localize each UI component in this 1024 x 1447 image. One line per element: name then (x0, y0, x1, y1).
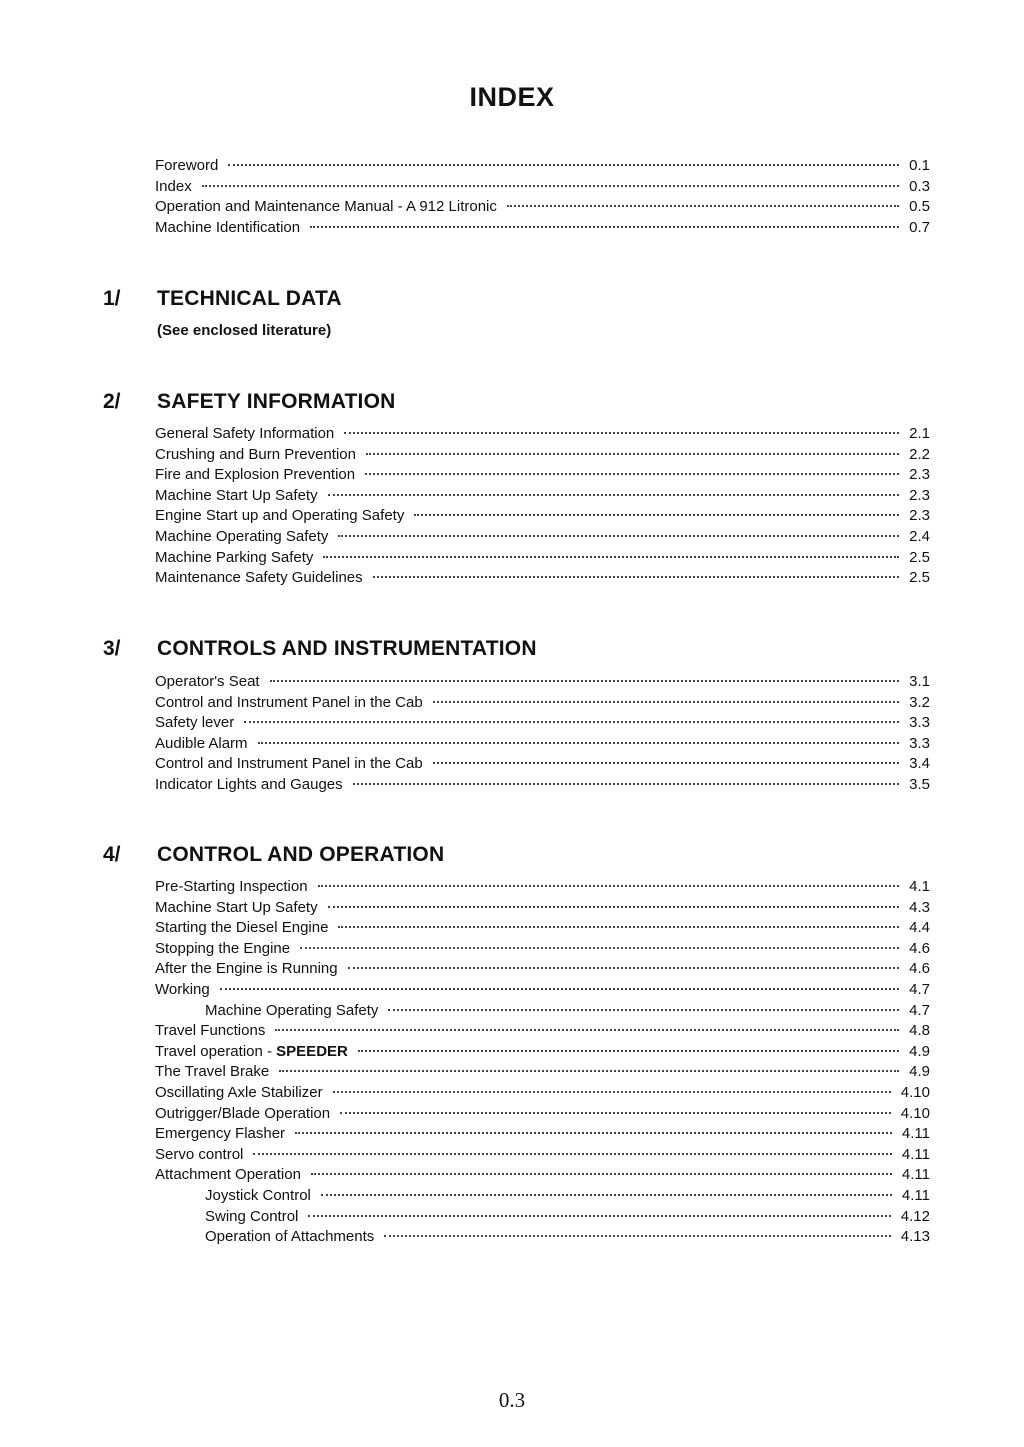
entry-label: Machine Operating Safety (155, 527, 329, 545)
toc-entry (155, 157, 930, 178)
entry-label: The Travel Brake (155, 1063, 270, 1081)
entry-label: Control and Instrument Panel in the Cab (155, 755, 423, 773)
leader-dots (310, 226, 899, 228)
entry-page: 4.11 (901, 1145, 930, 1163)
entry-label: Operator's Seat (155, 673, 260, 690)
entry-page: 4.8 (909, 1022, 930, 1040)
toc-entry (155, 487, 930, 508)
entry-page: 4.6 (909, 939, 930, 957)
toc-subentry (155, 1228, 930, 1249)
section-title: TECHNICAL DATA (157, 287, 342, 310)
entry-page: 4.10 (900, 1083, 930, 1101)
toc-entry (155, 219, 930, 240)
entry-page: 0.1 (909, 157, 930, 174)
toc-entry (155, 466, 930, 487)
entry-page: 4.11 (901, 1125, 930, 1143)
entry-label: Indicator Lights and Gauges (155, 775, 343, 793)
entry-label: General Safety Information (155, 425, 335, 442)
entry-label: Foreword (155, 157, 219, 174)
page-number: 0.3 (498, 1388, 526, 1412)
leader-dots (366, 453, 899, 455)
leader-dots (333, 1091, 891, 1093)
entry-label: Servo control (155, 1145, 244, 1163)
toc-entry (155, 198, 930, 219)
entry-page: 4.1 (909, 878, 930, 895)
leader-dots (344, 432, 899, 434)
entry-page: 2.5 (909, 569, 930, 587)
entry-page: 2.5 (909, 548, 930, 566)
entry-page: 4.9 (909, 1042, 930, 1060)
toc-entry (155, 919, 930, 940)
entry-label: Emergency Flasher (155, 1125, 286, 1143)
leader-dots (202, 185, 899, 187)
entry-label: Pre-Starting Inspection (155, 878, 308, 895)
entry-label: Attachment Operation (155, 1166, 301, 1184)
entry-page: 0.7 (909, 218, 930, 236)
toc-entry (155, 776, 930, 797)
leader-dots (228, 164, 899, 166)
entry-page: 4.3 (909, 898, 930, 916)
toc-entry (155, 735, 930, 756)
leader-dots (365, 473, 899, 475)
entry-page: 3.1 (909, 673, 930, 690)
entry-page: 3.3 (909, 734, 930, 752)
leader-dots (270, 680, 900, 682)
toc-entry (155, 178, 930, 199)
entry-page: 4.9 (909, 1063, 930, 1081)
entry-page: 4.7 (909, 980, 930, 998)
toc-entry (155, 1084, 930, 1105)
toc-subentry (155, 1208, 930, 1229)
entry-page: 2.3 (909, 466, 930, 484)
entry-page: 4.11 (901, 1166, 930, 1184)
toc-entry (155, 1063, 930, 1084)
leader-dots (244, 721, 899, 723)
entry-label (155, 1043, 348, 1060)
section-title: CONTROL AND OPERATION (157, 843, 445, 866)
leader-dots (323, 556, 899, 558)
entry-page: 4.11 (901, 1186, 930, 1204)
leader-dots (308, 1215, 890, 1217)
leader-dots (300, 947, 899, 949)
entry-label: Starting the Diesel Engine (155, 919, 329, 937)
leader-dots (384, 1235, 891, 1237)
entry-page: 2.3 (909, 486, 930, 504)
entry-label: Stopping the Engine (155, 939, 291, 957)
entry-label: Joystick Control (205, 1186, 311, 1204)
entry-page: 0.5 (909, 198, 930, 216)
toc-entry (155, 714, 930, 735)
toc-entry (155, 569, 930, 590)
toc-entry (155, 981, 930, 1002)
entry-page: 4.13 (900, 1228, 930, 1246)
entry-label: Machine Start Up Safety (155, 486, 318, 504)
toc-entry (155, 1022, 930, 1043)
entry-page: 3.2 (909, 693, 930, 711)
toc-entry (155, 446, 930, 467)
entry-label: Oscillating Axle Stabilizer (155, 1083, 323, 1101)
leader-dots (338, 926, 899, 928)
leader-dots (340, 1112, 891, 1114)
toc-entry (155, 549, 930, 570)
entry-label: Machine Operating Safety (205, 1001, 379, 1019)
entry-page: 0.3 (909, 177, 930, 195)
entry-page: 4.10 (900, 1104, 930, 1122)
toc-subentry (155, 1187, 930, 1208)
toc-entry (155, 1125, 930, 1146)
entry-label: Safety lever (155, 714, 235, 732)
leader-dots (353, 783, 900, 785)
entry-page: 3.4 (909, 755, 930, 773)
entry-page: 4.7 (909, 1001, 930, 1019)
entry-label: Operation of Attachments (205, 1228, 375, 1246)
entry-page: 4.4 (909, 919, 930, 937)
toc-entry (155, 899, 930, 920)
entry-label: Machine Parking Safety (155, 548, 314, 566)
leader-dots (358, 1050, 899, 1052)
entry-page: 2.3 (909, 507, 930, 525)
entry-label: Audible Alarm (155, 734, 248, 752)
entry-label: Outrigger/Blade Operation (155, 1104, 331, 1122)
entry-label-text: Travel operation - (155, 1042, 277, 1060)
leader-dots (220, 988, 899, 990)
section-number: 4/ (103, 843, 121, 866)
toc-entry (155, 1105, 930, 1126)
toc-entry (155, 673, 930, 694)
entry-label: Index (155, 177, 192, 195)
leader-dots (507, 205, 899, 207)
entry-label: Engine Start up and Operating Safety (155, 507, 405, 525)
entry-label: Working (155, 980, 210, 998)
intro-list (155, 157, 930, 239)
entry-label: Fire and Explosion Prevention (155, 466, 356, 484)
leader-dots (328, 494, 900, 496)
entry-label: Machine Identification (155, 218, 301, 236)
entry-label-bold: SPEEDER (276, 1042, 348, 1060)
entry-page: 2.2 (909, 445, 930, 463)
section-title: SAFETY INFORMATION (157, 390, 396, 413)
entry-label: Swing Control (205, 1207, 299, 1225)
entry-label: Crushing and Burn Prevention (155, 445, 356, 463)
leader-dots (318, 885, 900, 887)
toc-subentry (155, 1002, 930, 1023)
toc-entry (155, 878, 930, 899)
section-note: (See enclosed literature) (157, 322, 332, 339)
toc-entry (155, 507, 930, 528)
entry-label: After the Engine is Running (155, 960, 338, 978)
leader-dots (388, 1009, 899, 1011)
entry-page: 3.5 (909, 775, 930, 793)
toc-entry (155, 1166, 930, 1187)
entry-label: Control and Instrument Panel in the Cab (155, 693, 423, 711)
toc-entry (155, 1043, 930, 1064)
entry-page: 3.3 (909, 714, 930, 732)
leader-dots (338, 535, 899, 537)
toc-entry (155, 755, 930, 776)
leader-dots (279, 1070, 899, 1072)
entry-page: 2.4 (909, 527, 930, 545)
section-entries (155, 425, 930, 590)
entry-page: 4.12 (900, 1207, 930, 1225)
entry-page: 4.6 (909, 960, 930, 978)
entry-label: Machine Start Up Safety (155, 898, 318, 916)
section-title: CONTROLS AND INSTRUMENTATION (157, 637, 537, 660)
leader-dots (295, 1132, 892, 1134)
leader-dots (258, 742, 900, 744)
entry-label: Travel Functions (155, 1022, 266, 1040)
leader-dots (253, 1153, 892, 1155)
section-entries (155, 878, 930, 1249)
leader-dots (373, 576, 900, 578)
page-title: INDEX (469, 82, 555, 112)
leader-dots (348, 967, 900, 969)
toc-entry (155, 694, 930, 715)
entry-page: 2.1 (909, 425, 930, 442)
toc-entry (155, 1146, 930, 1167)
leader-dots (328, 906, 900, 908)
entry-label: Maintenance Safety Guidelines (155, 569, 363, 587)
toc-entry (155, 960, 930, 981)
leader-dots (321, 1194, 892, 1196)
entry-label: Operation and Maintenance Manual - A 912 Litronic (155, 198, 497, 216)
section-number: 2/ (103, 390, 121, 413)
toc-entry (155, 425, 930, 446)
toc-entry (155, 940, 930, 961)
leader-dots (311, 1173, 892, 1175)
leader-dots (433, 701, 899, 703)
section-entries (155, 673, 930, 797)
section-number: 1/ (103, 287, 121, 310)
section-number: 3/ (103, 637, 121, 660)
leader-dots (414, 514, 899, 516)
leader-dots (275, 1029, 899, 1031)
toc-entry (155, 528, 930, 549)
leader-dots (433, 762, 899, 764)
